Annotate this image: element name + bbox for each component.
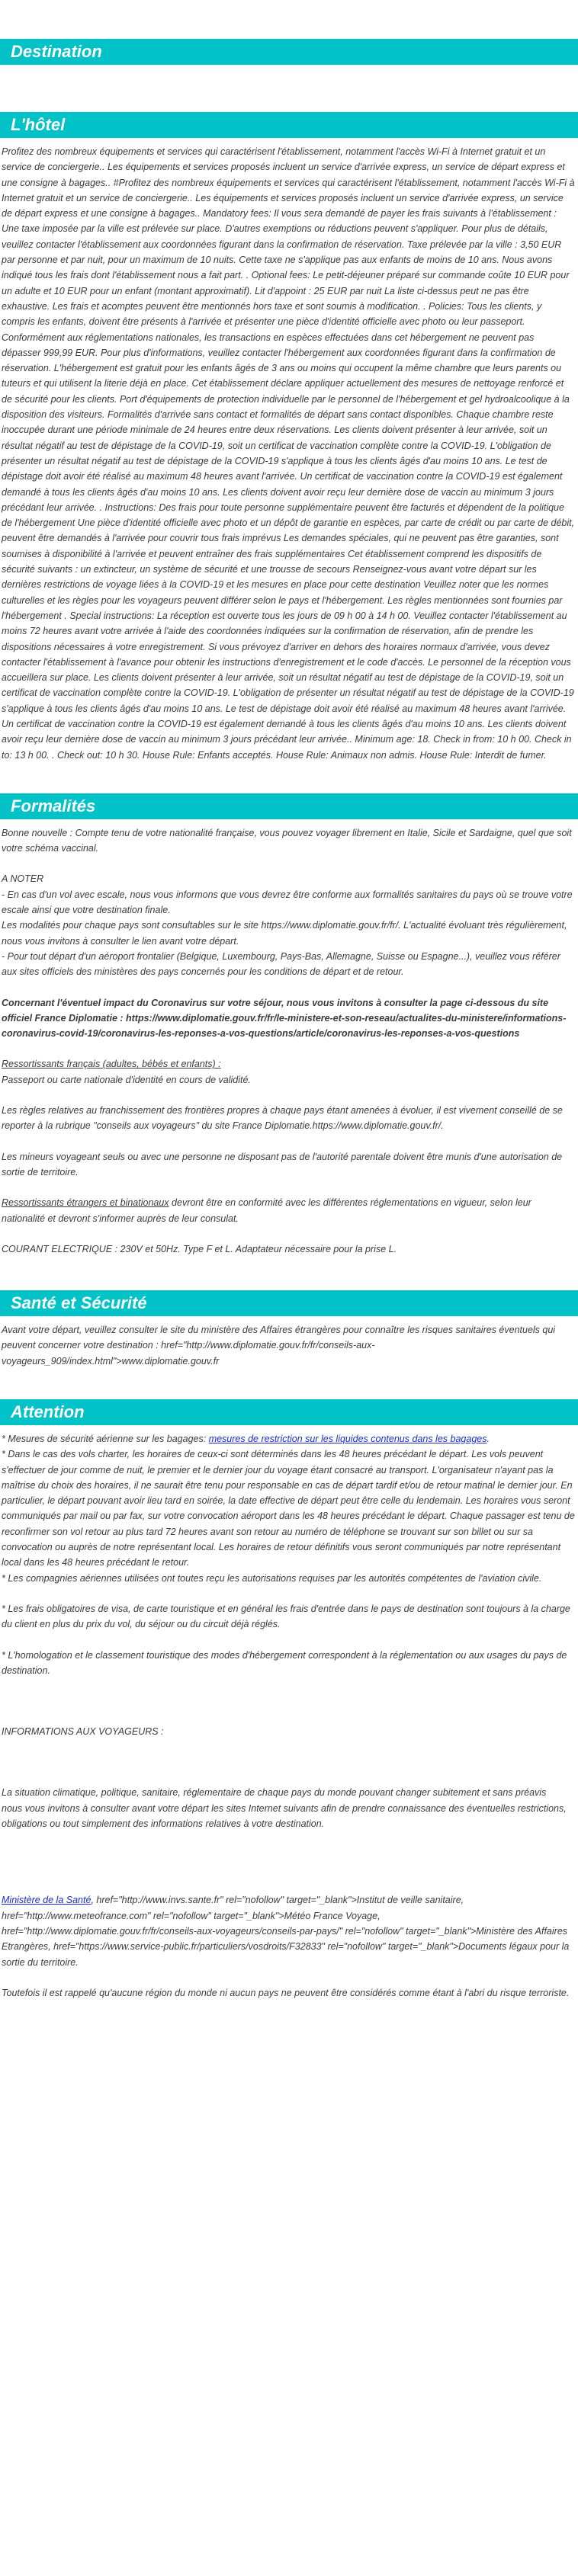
informations-voyageurs-title: INFORMATIONS AUX VOYAGEURS : [2,1726,164,1738]
ressortissants-francais-text: Passeport ou carte nationale d'identité en cours de validité. [2,1074,251,1085]
formalites-intro: Bonne nouvelle : Compte tenu de votre nationalité française, vous pouvez voyager librement en Italie, Sicile et Sardaigne, quel que soit votre schéma vaccinal. [2,827,572,854]
compagnies-notice: * Les compagnies aériennes utilisées ont toutes reçu les autorisations requises par les autorités compétentes de l'aviation civile. [2,1572,542,1584]
ressortissants-etrangers [0,1195,576,1226]
section-title: Formalités [11,796,96,815]
ressortissants-etrangers-label: Ressortissants étrangers et binationaux [2,1197,169,1209]
formalites-modalites: Les modalités pour chaque pays sont consultables sur le site https://www.diplomatie.gouv.fr/fr/. L'actualité évoluant très régulièrement, nous vous invitons à consulter le lien avant votre départ. [2,920,567,947]
frais-visa-notice: * Les frais obligatoires de visa, de carte touristique et en général les frais d'entrée dans le pays de destination sont toujours à la charge du client en plus du prix du vol, du séjour ou du circuit déjà réglés. [2,1603,570,1630]
bagages-notice [0,1431,576,1447]
ressortissants-etrangers-text: devront être en conformité avec les différentes réglementations en vigueur, selon leur nationalité et devront s'informer auprès de leur consulat. [2,1197,531,1224]
bagages-suffix: . [486,1434,490,1444]
coronavirus-notice: Concernant l'éventuel impact du Coronavirus sur votre séjour, nous vous invitons à consulter la page ci-dessous du site officiel France Diplomatie : https://www.diplomatie.gouv.fr/fr/le-ministere-et-son-reseau/actualites-du-ministere/informations-coronavirus-covid-19/coronavirus-les-reponses-a-vos-questions/article/coronavirus-les-reponses-a-vos-questions [2,997,567,1040]
homologation-notice: * L'homologation et le classement touristique des modes d'hébergement correspondent à la réglementation ou aux usages du pays de destination. [2,1649,567,1676]
section-title: Attention [11,1402,85,1421]
section-header-destination [0,39,578,65]
mineurs-notice: Les mineurs voyageant seuls ou avec une personne ne disposant pas de l'autorité parentale doivent être munis d'une autorisation de sortie de territoire. [2,1151,563,1177]
section-header-formalites [0,793,578,819]
section-title: Santé et Sécurité [11,1293,147,1313]
situation-notice: La situation climatique, politique, sanitaire, réglementaire de chaque pays du monde pouvant changer subitement et sans préavis [2,1787,547,1799]
vols-charter-notice: * Dans le cas des vols charter, les horaires de ceux-ci sont déterminés dans les 48 heures précédant le départ. Les vols peuvent s'effectuer de jour comme de nuit, le premier et le dernier jour du voyage étant consacré au transport. L'organisateur n'ayant pas la maîtrise du choix des horaires, il ne saurait être tenu pour responsable en cas de départ tardif et/ou de retour matinal le dernier jour. En particulier, le départ pouvant avoir lieu tard en soirée, la date effective de départ peut être celle du lendemain. Les horaires vous seront communiqués par mail ou par fax, sur votre convocation aéroport dans les 48 heures précédant le départ. Chaque passager est tenu de reconfirmer son vol retour au plus tard 72 heures avant son retour au numéro de téléphone se trouvant sur son billet ou sur sa convocation ou auprès de notre représentant local. Les horaires de retour définitifs vous seront communiqués par notre représentant local dans les 48 heures précédant le retour. [2,1449,575,1568]
sites-internet-notice: nous vous invitons à consulter avant votre départ les sites Internet suivants afin de prendre connaissance des éventuelles restrictions, obligations ou tout simplement des informations relatives à votre destination. [2,1802,567,1830]
regles-frontieres: Les règles relatives au franchissement des frontières propres à chaque pays étant amenées à évoluer, il est vivement conseillé de se reporter à la rubrique "conseils aux voyageurs" du site France Diplomatie.https://www.diplomatie.gouv.fr/. [2,1105,563,1132]
attention-section [0,1425,578,2001]
formalites-escale: - En cas d'un vol avec escale, nous vous informons que vous devrez être conforme aux formalités sanitaires du pays où se trouve votre escale ainsi que votre destination finale. [2,889,573,916]
sante-section [0,1316,578,1369]
liens-utiles [0,1892,576,1969]
risque-terroriste-notice: Toutefois il est rappelé qu'aucune région du monde ni aucun pays ne peuvent être considérés comme étant à l'abri du risque terroriste. [2,1987,570,1998]
liens-utiles-text: , href="http://www.invs.sante.fr" rel="nofollow" target="_blank">Institut de veille sanitaire, href="http://www.meteofrance.com" rel="nofollow" target="_blank">Météo France Voyage, href="http://www.diplomatie.gouv.fr/fr/conseils-aux-voyageurs/conseils-par-pays/" rel="nofollow" target="_blank">Ministère des Affaires Etrangères, href="https://www.service-public.fr/particuliers/vosdroits/F32833" rel="nofollow" target="_blank">Documents légaux pour la sortie du territoire. [2,1895,570,1968]
courant-electrique: COURANT ELECTRIQUE : 230V et 50Hz. Type F et L. Adaptateur nécessaire pour la prise L. [2,1243,397,1254]
ministere-sante-link[interactable]: Ministère de la Santé [2,1895,92,1906]
a-noter-label: A NOTER [2,873,44,885]
section-header-sante [0,1290,578,1316]
section-header-hotel [0,112,578,138]
liquides-restriction-link[interactable]: mesures de restriction sur les liquides contenus dans les bagages [208,1434,487,1444]
section-title: Destination [11,42,102,61]
hotel-section [0,138,578,763]
section-title: L'hôtel [11,115,66,134]
sante-text: Avant votre départ, veuillez consulter le site du ministère des Affaires étrangères pour connaître les risques sanitaires éventuels qui peuvent concerner votre destination : href="http://www.diplomatie.gouv.fr/fr/conseils-aux-voyageurs_909/index.html">www.diplomatie.gouv.fr [2,1325,556,1366]
formalites-frontalier: - Pour tout départ d'un aéroport frontalier (Belgique, Luxembourg, Pays-Bas, Allemagne, Suisse ou Espagne...), veuillez vous référer aux sites officiels des ministères des pays concernés pour les conditions de départ et de retour. [2,950,560,978]
formalites-section [0,819,578,1257]
section-header-attention [0,1399,578,1425]
ressortissants-francais-label: Ressortissants français (adultes, bébés et enfants) : [2,1059,221,1070]
hotel-description: Profitez des nombreux équipements et services qui caractérisent l'établissement, notamment l'accès Wi-Fi à Internet gratuit et un service de conciergerie.. Les équipements et services proposés incluent un service d'arrivée express, un service de départ express et une consigne à bagages.. #Profitez des nombreux équipements et services qui caractérisent l'établissement, notamment l'accès Wi-Fi à Internet gratuit et un service de conciergerie.. Les équipements et services proposés incluent un service d'arrivée express, un service de départ express et une consigne à bagages.. Mandatory fees: Il vous sera demandé de payer les frais suivants à l'établissement : Une taxe imposée par la ville est prélevée sur place. D'autres exemptions ou réductions peuvent s'appliquer. Pour plus de détails, veuillez contacter l'établissement aux coordonnées figurant dans la confirmation de réservation. Taxe prélevée par la ville : 3,50 EUR par personne et par nuit, pour un maximum de 10 nuits. Cette taxe ne s'applique pas aux enfants de moins de 10 ans. Nous avons indiqué tous les frais dont l'établissement nous a fait part. . Optional fees: Le petit-déjeuner préparé sur commande coûte 10 EUR pour un adulte et 10 EUR pour un enfant (montant approximatif). Lit d'appoint : 25 EUR par nuit La liste ci-dessus peut ne pas être exhaustive. Les frais et acomptes peuvent être mentionnés hors taxe et sont soumis à modification. . Policies: Tous les clients, y compris les enfants, doivent être présents à l'arrivée et présenter une pièce d'identité officielle avec photo ou leur passeport. Conformément aux réglementations nationales, les transactions en espèces effectuées dans cet hébergement ne peuvent pas dépasser 999,99 EUR. Pour plus d'informations, veuillez contacter l'hébergement aux coordonnées figurant dans la confirmation de réservation. L'hébergement est gratuit pour les enfants âgés de 3 ans ou moins qui occupent la même chambre que leurs parents ou tuteurs et qui utilisent la literie déjà en place. Cet établissement déclare appliquer actuellement des mesures de nettoyage renforcé et de sécurité pour les clients. Port d'équipements de protection individuelle par le personnel de l'hébergement et gel hydroalcoolique à la disposition des visiteurs. Formalités d'arrivée sans contact et formalités de départ sans contact disponibles. Chaque chambre reste inoccupée durant une période minimale de 24 heures entre deux réservations. Les clients doivent présenter à leur arrivée, soit un résultat négatif au test de dépistage de la COVID-19, soit un certificat de vaccination complète contre la COVID-19. L'obligation de présenter un résultat négatif au test de dépistage de la COVID-19 s'applique à tous les clients âgés d'au moins 10 ans. Le test de dépistage doit avoir été réalisé au maximum 48 heures avant l'arrivée. Un certificat de vaccination contre la COVID-19 est également demandé à tous les clients âgés d'au moins 10 ans. Les clients doivent avoir reçu leur dernière dose de vaccin au minimum 3 jours précédant leur arrivée. . Instructions: Des frais pour toute personne supplémentaire peuvent être facturés et dépendent de la politique de l'hébergement Une pièce d'identité officielle avec photo et un dépôt de garantie en espèces, par carte de crédit ou par carte de débit, peuvent être demandés à l'arrivée pour couvrir tous frais imprévus Les demandes spéciales, qui ne peuvent pas être garanties, sont soumises à disponibilité à l'arrivée et peuvent entraîner des frais supplémentaires Cet établissement comprend les dispositifs de sécurité suivants : un extincteur, un système de sécurité et une trousse de secours Renseignez-vous avant votre départ sur les dernières restrictions de voyage liées à la COVID-19 et les mesures en place pour cette destination Veuillez noter que les normes culturelles et les règles pour les voyageurs peuvent différer selon le pays et l'hébergement. Les règles mentionnées sont fournies par l'hébergement . Special instructions: La réception est ouverte tous les jours de 09 h 00 à 14 h 00. Veuillez contacter l'établissement au moins 72 heures avant votre arrivée à l'aide des coordonnées indiquées sur la confirmation de réservation, afin de prendre les dispositions nécessaires à votre enregistrement. Si vous prévoyez d'arriver en dehors des horaires normaux d'arrivée, vous devez contacter l'établissement à l'avance pour obtenir les instructions d'enregistrement et le code d'accès. Le personnel de la réception vous accueillera sur place. Les clients doivent présenter à leur arrivée, soit un résultat négatif au test de dépistage de la COVID-19, soit un certificat de vaccination complète contre la COVID-19. L'obligation de présenter un résultat négatif au test de dépistage de la COVID-19 s'applique à tous les clients âgés d'au moins 10 ans. Le test de dépistage doit avoir été réalisé au maximum 48 heures avant l'arrivée. Un certificat de vaccination contre la COVID-19 est également demandé à tous les clients âgés d'au moins 10 ans. Les clients doivent avoir reçu leur dernière dose de vaccin au minimum 3 jours précédant leur arrivée.. Minimum age: 18. Check in from: 10 h 00. Check in to: 13 h 00. . Check out: 10 h 30. House Rule: Enfants acceptés. House Rule: Animaux non admis. House Rule: Interdit de fumer. [2,146,575,761]
bagages-prefix: * Mesures de sécurité aérienne sur les bagages: [2,1434,209,1444]
